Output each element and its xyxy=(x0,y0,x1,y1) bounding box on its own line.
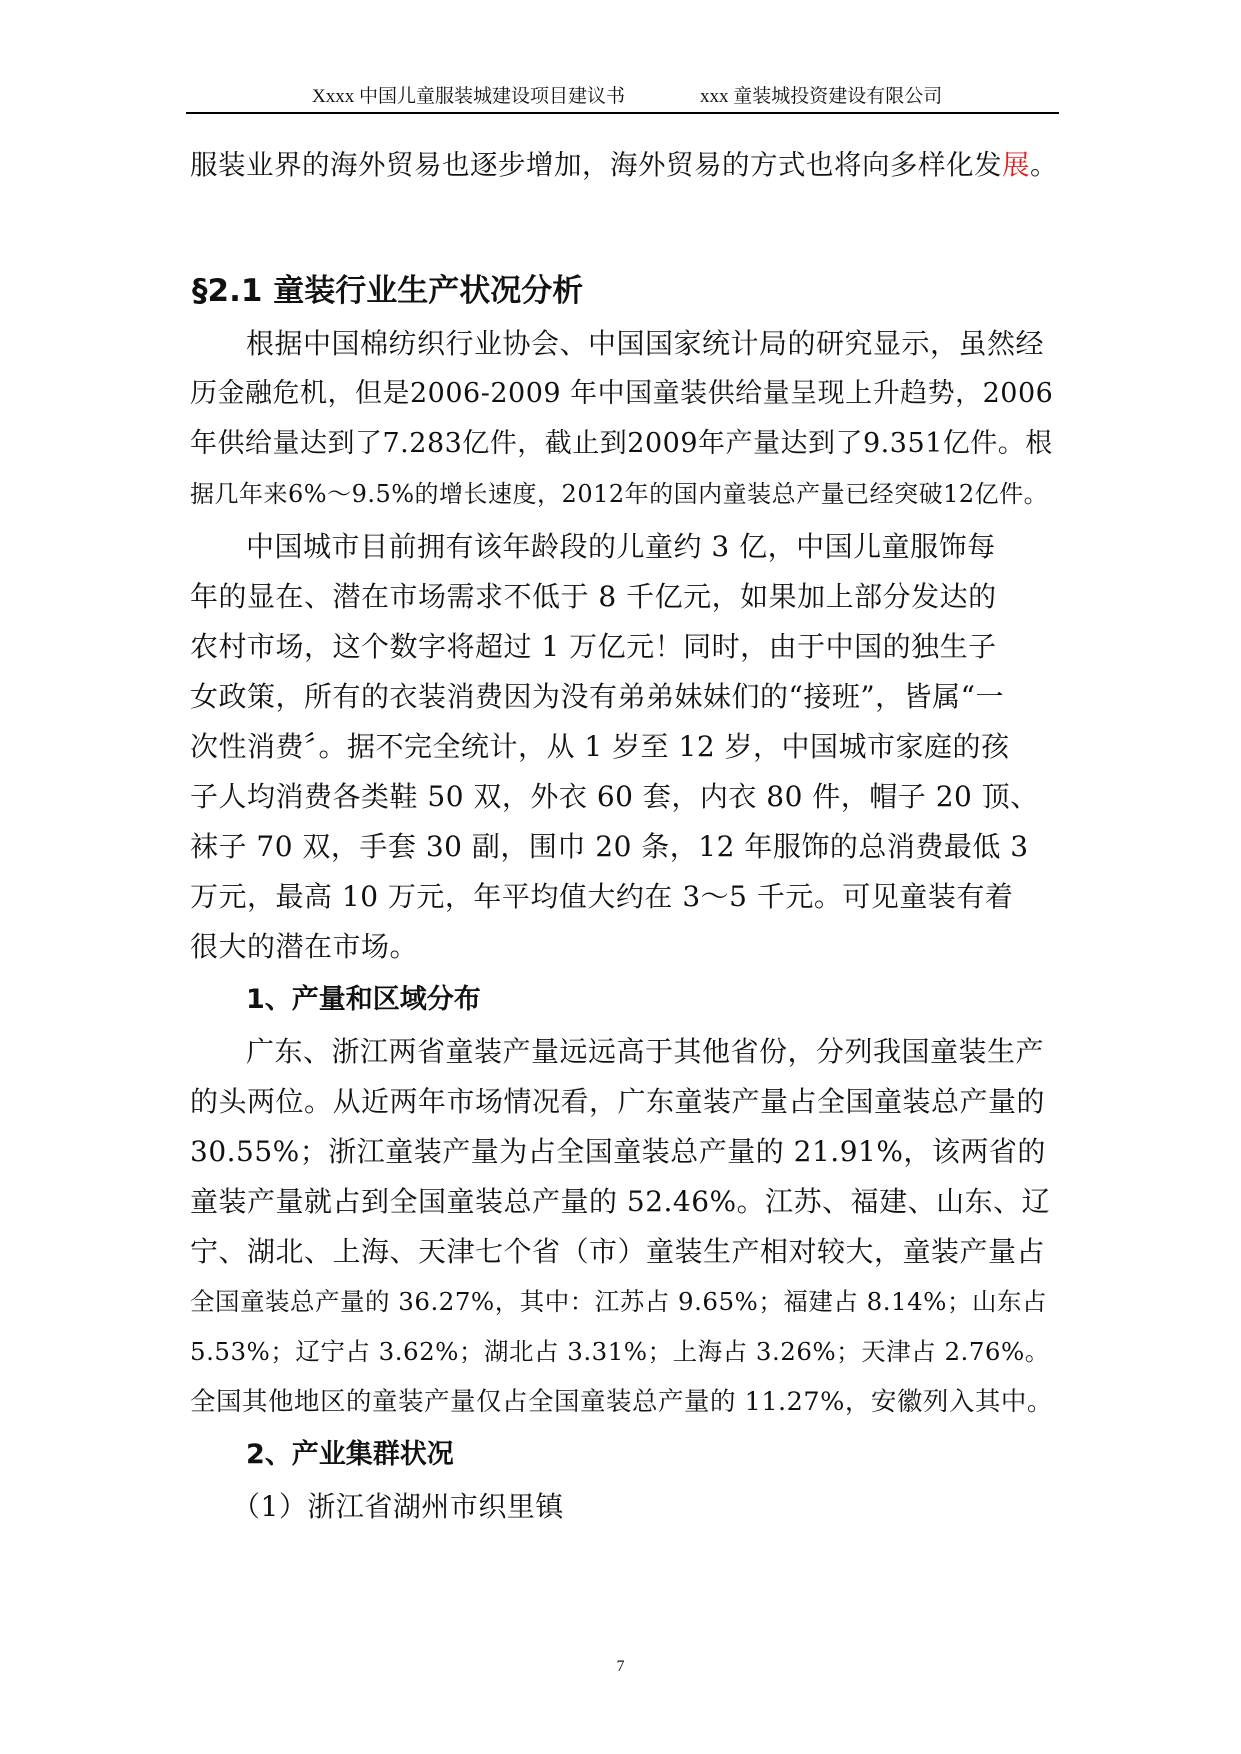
paragraph-line: 宁、湖北、上海、天津七个省（市）童装生产相对较大，童装产量占 xyxy=(190,1235,1046,1268)
intro-accent-char: 展 xyxy=(1002,149,1030,181)
subheading-output-distribution: 1、产量和区域分布 xyxy=(246,984,481,1015)
paragraph-line: 童装产量就占到全国童装总产量的 52.46%。江苏、福建、山东、辽 xyxy=(190,1185,1051,1218)
paragraph-line: 30.55%；浙江童装产量为占全国童装总产量的 21.91%，该两省的 xyxy=(190,1135,1046,1168)
header-document-title: Xxxx 中国儿童服装城建设项目建议书 xyxy=(312,86,625,107)
paragraph-line: 历金融危机，但是2006-2009 年中国童装供给量呈现上升趋势，2006 xyxy=(190,378,1054,409)
paragraph-line: 次性消费〞。据不完全统计，从 1 岁至 12 岁，中国城市家庭的孩 xyxy=(190,730,1010,763)
paragraph-line: 根据中国棉纺织行业协会、中国国家统计局的研究显示，虽然经 xyxy=(246,327,1045,360)
paragraph-line: 中国城市目前拥有该年龄段的儿童约 3 亿，中国儿童服饰每 xyxy=(246,530,996,563)
subheading-industry-clusters: 2、产业集群状况 xyxy=(246,1439,454,1470)
section-title: §2.1 童装行业生产状况分析 xyxy=(192,273,584,309)
paragraph-line: 年的显在、潜在市场需求不低于 8 千亿元，如果加上部分发达的 xyxy=(190,580,997,613)
paragraph-line: 女政策，所有的衣装消费因为没有弟弟妹妹们的“接班”，皆属“一 xyxy=(190,680,1004,713)
list-item: （1）浙江省湖州市织里镇 xyxy=(232,1490,564,1523)
paragraph-line: 的头两位。从近两年市场情况看，广东童装产量占全国童装总产量的 xyxy=(190,1085,1046,1118)
page-number: 7 xyxy=(616,1658,625,1675)
intro-line xyxy=(190,148,1058,182)
paragraph-line: 子人均消费各类鞋 50 双，外衣 60 套，内衣 80 件，帽子 20 顶、 xyxy=(190,780,1039,813)
paragraph-line: 万元，最高 10 万元，年平均值大约在 3～5 千元。可见童装有着 xyxy=(190,880,1014,913)
intro-text: 服装业界的海外贸易也逐步增加，海外贸易的方式也将向多样化发 xyxy=(190,149,1002,181)
intro-period: 。 xyxy=(1030,149,1058,181)
paragraph-line: 全国童装总产量的 36.27%，其中：江苏占 9.65%；福建占 8.14%；山东占 xyxy=(190,1287,1047,1316)
paragraph-line: 农村市场，这个数字将超过 1 万亿元！同时，由于中国的独生子 xyxy=(190,630,997,663)
paragraph-line: 年供给量达到了7.283亿件，截止到2009年产量达到了9.351亿件。根 xyxy=(190,428,1053,459)
header-company-name: xxx 童装城投资建设有限公司 xyxy=(700,86,943,107)
paragraph-line: 据几年来6%～9.5%的增长速度，2012年的国内童装总产量已经突破12亿件。 xyxy=(190,480,1049,508)
paragraph-line: 广东、浙江两省童装产量远远高于其他省份，分列我国童装生产 xyxy=(246,1035,1045,1068)
page-header xyxy=(186,84,1059,114)
paragraph-line: 很大的潜在市场。 xyxy=(190,930,419,963)
paragraph-line: 5.53%；辽宁占 3.62%；湖北占 3.31%；上海占 3.26%；天津占 2.76%。 xyxy=(190,1337,1050,1366)
paragraph-line: 全国其他地区的童装产量仅占全国童装总产量的 11.27%，安徽列入其中。 xyxy=(190,1387,1053,1417)
paragraph-line: 袜子 70 双，手套 30 副，围巾 20 条，12 年服饰的总消费最低 3 xyxy=(190,830,1029,863)
